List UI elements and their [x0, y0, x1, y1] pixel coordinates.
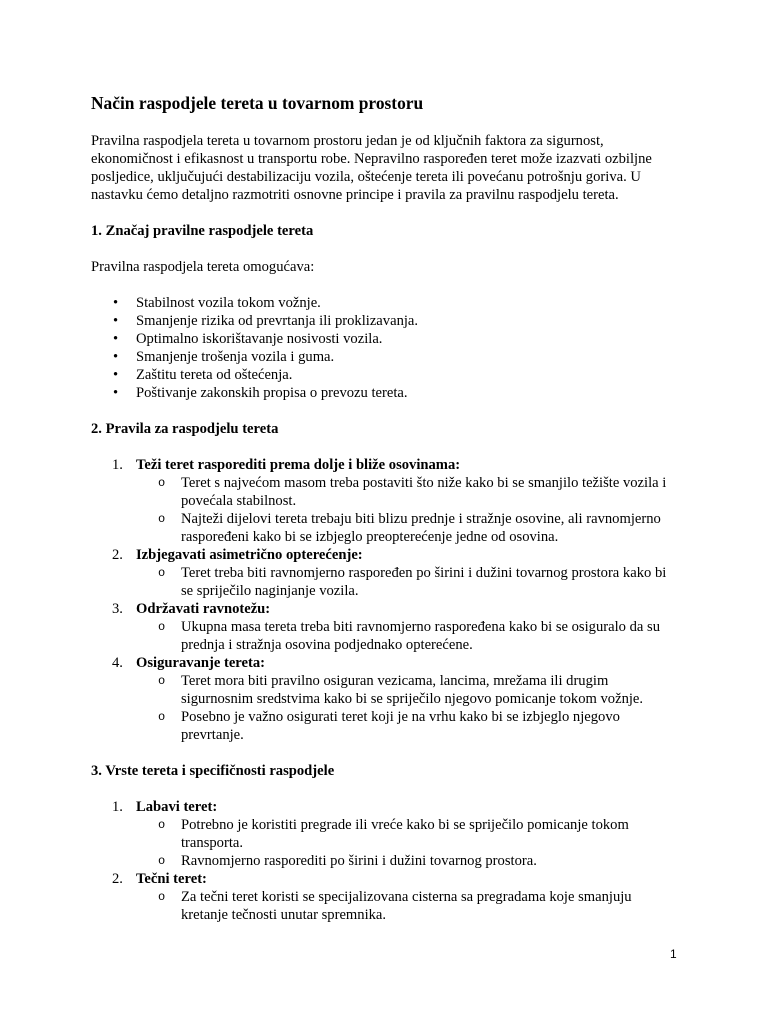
rule-number: 1. [112, 457, 123, 473]
section-3-heading: 3. Vrste tereta i specifičnosti raspodjele [91, 763, 335, 779]
type-item [91, 870, 678, 924]
rule-number: 4. [112, 655, 123, 671]
section-1-bullet-list [91, 294, 678, 402]
sub-bullet-marker: o [158, 620, 166, 634]
sub-bullet-marker: o [158, 512, 166, 526]
section-1-lead: Pravilna raspodjela tereta omogućava: [91, 259, 315, 275]
bullet-item: • Stabilnost vozila tokom vožnje. [91, 294, 678, 312]
rule-sub-list [136, 672, 678, 744]
intro-paragraph: Pravilna raspodjela tereta u tovarnom prostoru jedan je od ključnih faktora za sigurnost, ekonomičnost i efikasnost u transportu robe. Nepravilno raspoređen teret može izazvati ozbiljne posljedice, uključujući destabilizaciju vozila, oštećenje tereta ili povećanu potrošnju goriva. U nastavku ćemo detaljno razmotriti osnovne principe i pravila za pravilnu raspodjelu tereta. [91, 133, 652, 203]
sub-bullet-marker: o [158, 476, 166, 490]
sub-item [136, 474, 678, 510]
sub-item-text: Posebno je važno osigurati teret koji je na vrhu kako bi se izbjeglo njegovo prevrtanje. [181, 709, 620, 743]
type-title: Labavi teret: [136, 799, 218, 815]
sub-item-text: Ravnomjerno rasporediti po širini i dužini tovarnog prostora. [181, 853, 537, 869]
bullet-item: • Zaštitu tereta od oštećenja. [91, 366, 678, 384]
sub-item-text: Teret mora biti pravilno osiguran vezicama, lancima, mrežama ili drugim sigurnosnim sredstvima kako bi se spriječilo njegovo pomicanje tokom vožnje. [181, 673, 644, 707]
bullet-item: • Optimalno iskorištavanje nosivosti vozila. [91, 330, 678, 348]
sub-item [136, 564, 678, 600]
section-2-heading: 2. Pravila za raspodjelu tereta [91, 421, 279, 437]
sub-bullet-marker: o [158, 854, 166, 868]
sub-item-text: Potrebno je koristiti pregrade ili vreće kako bi se spriječilo pomicanje tokom transporta. [181, 817, 629, 851]
rule-title: Osiguravanje tereta: [136, 655, 266, 671]
type-title: Tečni teret: [136, 871, 207, 887]
rule-title: Teži teret rasporediti prema dolje i bliže osovinama: [136, 457, 461, 473]
sub-item [136, 852, 678, 870]
rule-title: Izbjegavati asimetrično opterećenje: [136, 547, 363, 563]
rule-sub-list [136, 564, 678, 600]
sub-item-text: Teret s najvećom masom treba postaviti što niže kako bi se smanjilo težište vozila i povećala stabilnost. [181, 475, 667, 509]
bullet-item: • Smanjenje trošenja vozila i guma. [91, 348, 678, 366]
section-3-types-list [91, 798, 678, 924]
sub-item [136, 672, 678, 708]
type-sub-list [136, 888, 678, 924]
rule-item [91, 546, 678, 600]
type-number: 2. [112, 871, 123, 887]
sub-item [136, 510, 678, 546]
sub-bullet-marker: o [158, 818, 166, 832]
rule-item [91, 654, 678, 744]
rule-number: 2. [112, 547, 123, 563]
sub-bullet-marker: o [158, 890, 166, 904]
bullet-item: • Smanjenje rizika od prevrtanja ili proklizavanja. [91, 312, 678, 330]
sub-item-text: Najteži dijelovi tereta trebaju biti blizu prednje i stražnje osovine, ali ravnomjerno raspoređeni kako bi se izbjeglo preopterećenje jedne od osovina. [181, 511, 661, 545]
rule-sub-list [136, 618, 678, 654]
sub-bullet-marker: o [158, 674, 166, 688]
sub-item [136, 708, 678, 744]
type-item [91, 798, 678, 870]
sub-item [136, 816, 678, 852]
sub-bullet-marker: o [158, 710, 166, 724]
document-title: Način raspodjele tereta u tovarnom prostoru [91, 93, 424, 113]
sub-item-text: Ukupna masa tereta treba biti ravnomjerno raspoređena kako bi se osiguralo da su prednja i stražnja osovina podjednako opterećene. [181, 619, 660, 653]
section-2-rules-list [91, 456, 678, 744]
page-number: 1 [670, 947, 677, 961]
type-sub-list [136, 816, 678, 870]
rule-title: Održavati ravnotežu: [136, 601, 271, 617]
bullet-item: • Poštivanje zakonskih propisa o prevozu tereta. [91, 384, 678, 402]
section-1-heading: 1. Značaj pravilne raspodjele tereta [91, 223, 314, 239]
rule-item [91, 456, 678, 546]
type-number: 1. [112, 799, 123, 815]
sub-item [136, 888, 678, 924]
sub-bullet-marker: o [158, 566, 166, 580]
rule-item [91, 600, 678, 654]
sub-item [136, 618, 678, 654]
sub-item-text: Teret treba biti ravnomjerno raspoređen po širini i dužini tovarnog prostora kako bi se spriječilo naginjanje vozila. [181, 565, 667, 599]
rule-sub-list [136, 474, 678, 546]
rule-number: 3. [112, 601, 123, 617]
sub-item-text: Za tečni teret koristi se specijalizovana cisterna sa pregradama koje smanjuju kretanje tečnosti unutar spremnika. [181, 889, 632, 923]
